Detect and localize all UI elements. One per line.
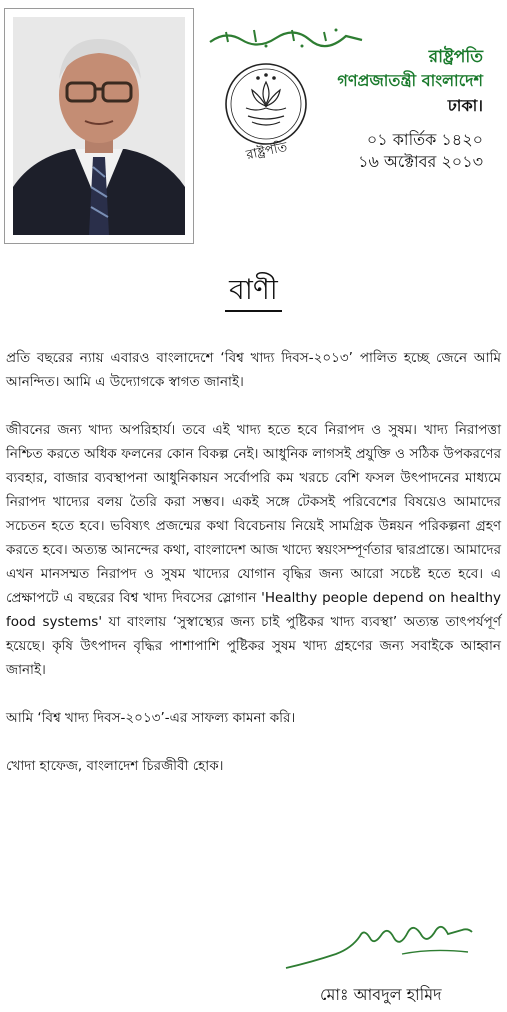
seal-label: রাষ্ট্রপতি (244, 139, 289, 164)
date-gregorian: ১৬ অক্টোবর ২০১৩ (358, 152, 483, 171)
message-heading (0, 272, 507, 312)
paragraph-closing: খোদা হাফেজ, বাংলাদেশ চিরজীবী হোক। (6, 758, 224, 774)
signature-icon (282, 918, 478, 976)
portrait-photo-frame (4, 8, 194, 244)
paragraph-main: জীবনের জন্য খাদ্য অপরিহার্য। তবে এই খাদ্য হতে হবে নিরাপদ ও সুষম। খাদ্য নিরাপত্তা নিশ্চিত করতে অধিক ফলনের কোন বিকল্প নেই। আধুনিক লাগসই প্রযুক্তি ও সঠিক উপকরণের ব্যবহার, বাজার ব্যবস্থাপনা আধুনিকায়ন সর্বোপরি কম খরচে বেশি ফসল উৎপাদনের মাধ্যমে নিরাপদ খাদ্যের বলয় তৈরি করা সম্ভব। একই সঙ্গে টেকসই পরিবেশের বিষয়েও আমাদের সচেতন হতে হবে। ভবিষ্যৎ প্রজন্মের কথা বিবেচনায় নিয়েই সামগ্রিক উন্নয়ন পরিকল্পনা গ্রহণ করতে হবে। অত্যন্ত আনন্দের কথা, বাংলাদেশ আজ খাদ্যে স্বয়ংসম্পূর্ণতার দ্বারপ্রান্তে। আমাদের এখন মানসম্মত নিরাপদ ও সুষম খাদ্যের যোগান বৃদ্ধির জন্য আরো সচেষ্ট হতে হবে। এ প্রেক্ষাপটে এ বছরের বিশ্ব খাদ্য দিবসের স্লোগান 'Healthy people depend on healthy food systems' যা বাংলায় ‘সুস্বাস্থ্যের জন্য চাই পুষ্টিকর খাদ্য ব্যবস্থা’ অত্যন্ত তাৎপর্যপূর্ণ হয়েছে। কৃষি উৎপাদন বৃদ্ধির পাশাপাশি পুষ্টিকর সুষম খাদ্য গ্রহণের জন্য সবাইকে আহ্বান জানাই। (6, 422, 501, 678)
presidential-seal-icon (222, 60, 310, 166)
country-name: গণপ্রজাতন্ত্রী বাংলাদেশ (337, 71, 483, 90)
office-title: রাষ্ট্রপতি (428, 47, 483, 67)
portrait-illustration (13, 17, 185, 235)
signer-name: মোঃ আবদুল হামিদ (320, 985, 442, 1004)
heading-text: বাণী (225, 272, 282, 312)
paragraph-wish: আমি ‘বিশ্ব খাদ্য দিবস-২০১৩’-এর সাফল্য কামনা করি। (6, 710, 296, 726)
date-bengali: ০১ কার্তিক ১৪২০ (366, 130, 483, 149)
city-name: ঢাকা। (447, 96, 483, 115)
paragraph-intro: প্রতি বছরের ন্যায় এবারও বাংলাদেশে ‘বিশ্ব খাদ্য দিবস-২০১৩’ পালিত হচ্ছে জেনে আমি আনন্দিত। আমি এ উদ্যোগকে স্বাগত জানাই। (6, 350, 501, 390)
basmala-calligraphy (206, 24, 366, 50)
portrait-photo (13, 17, 185, 235)
message-body (6, 346, 501, 778)
